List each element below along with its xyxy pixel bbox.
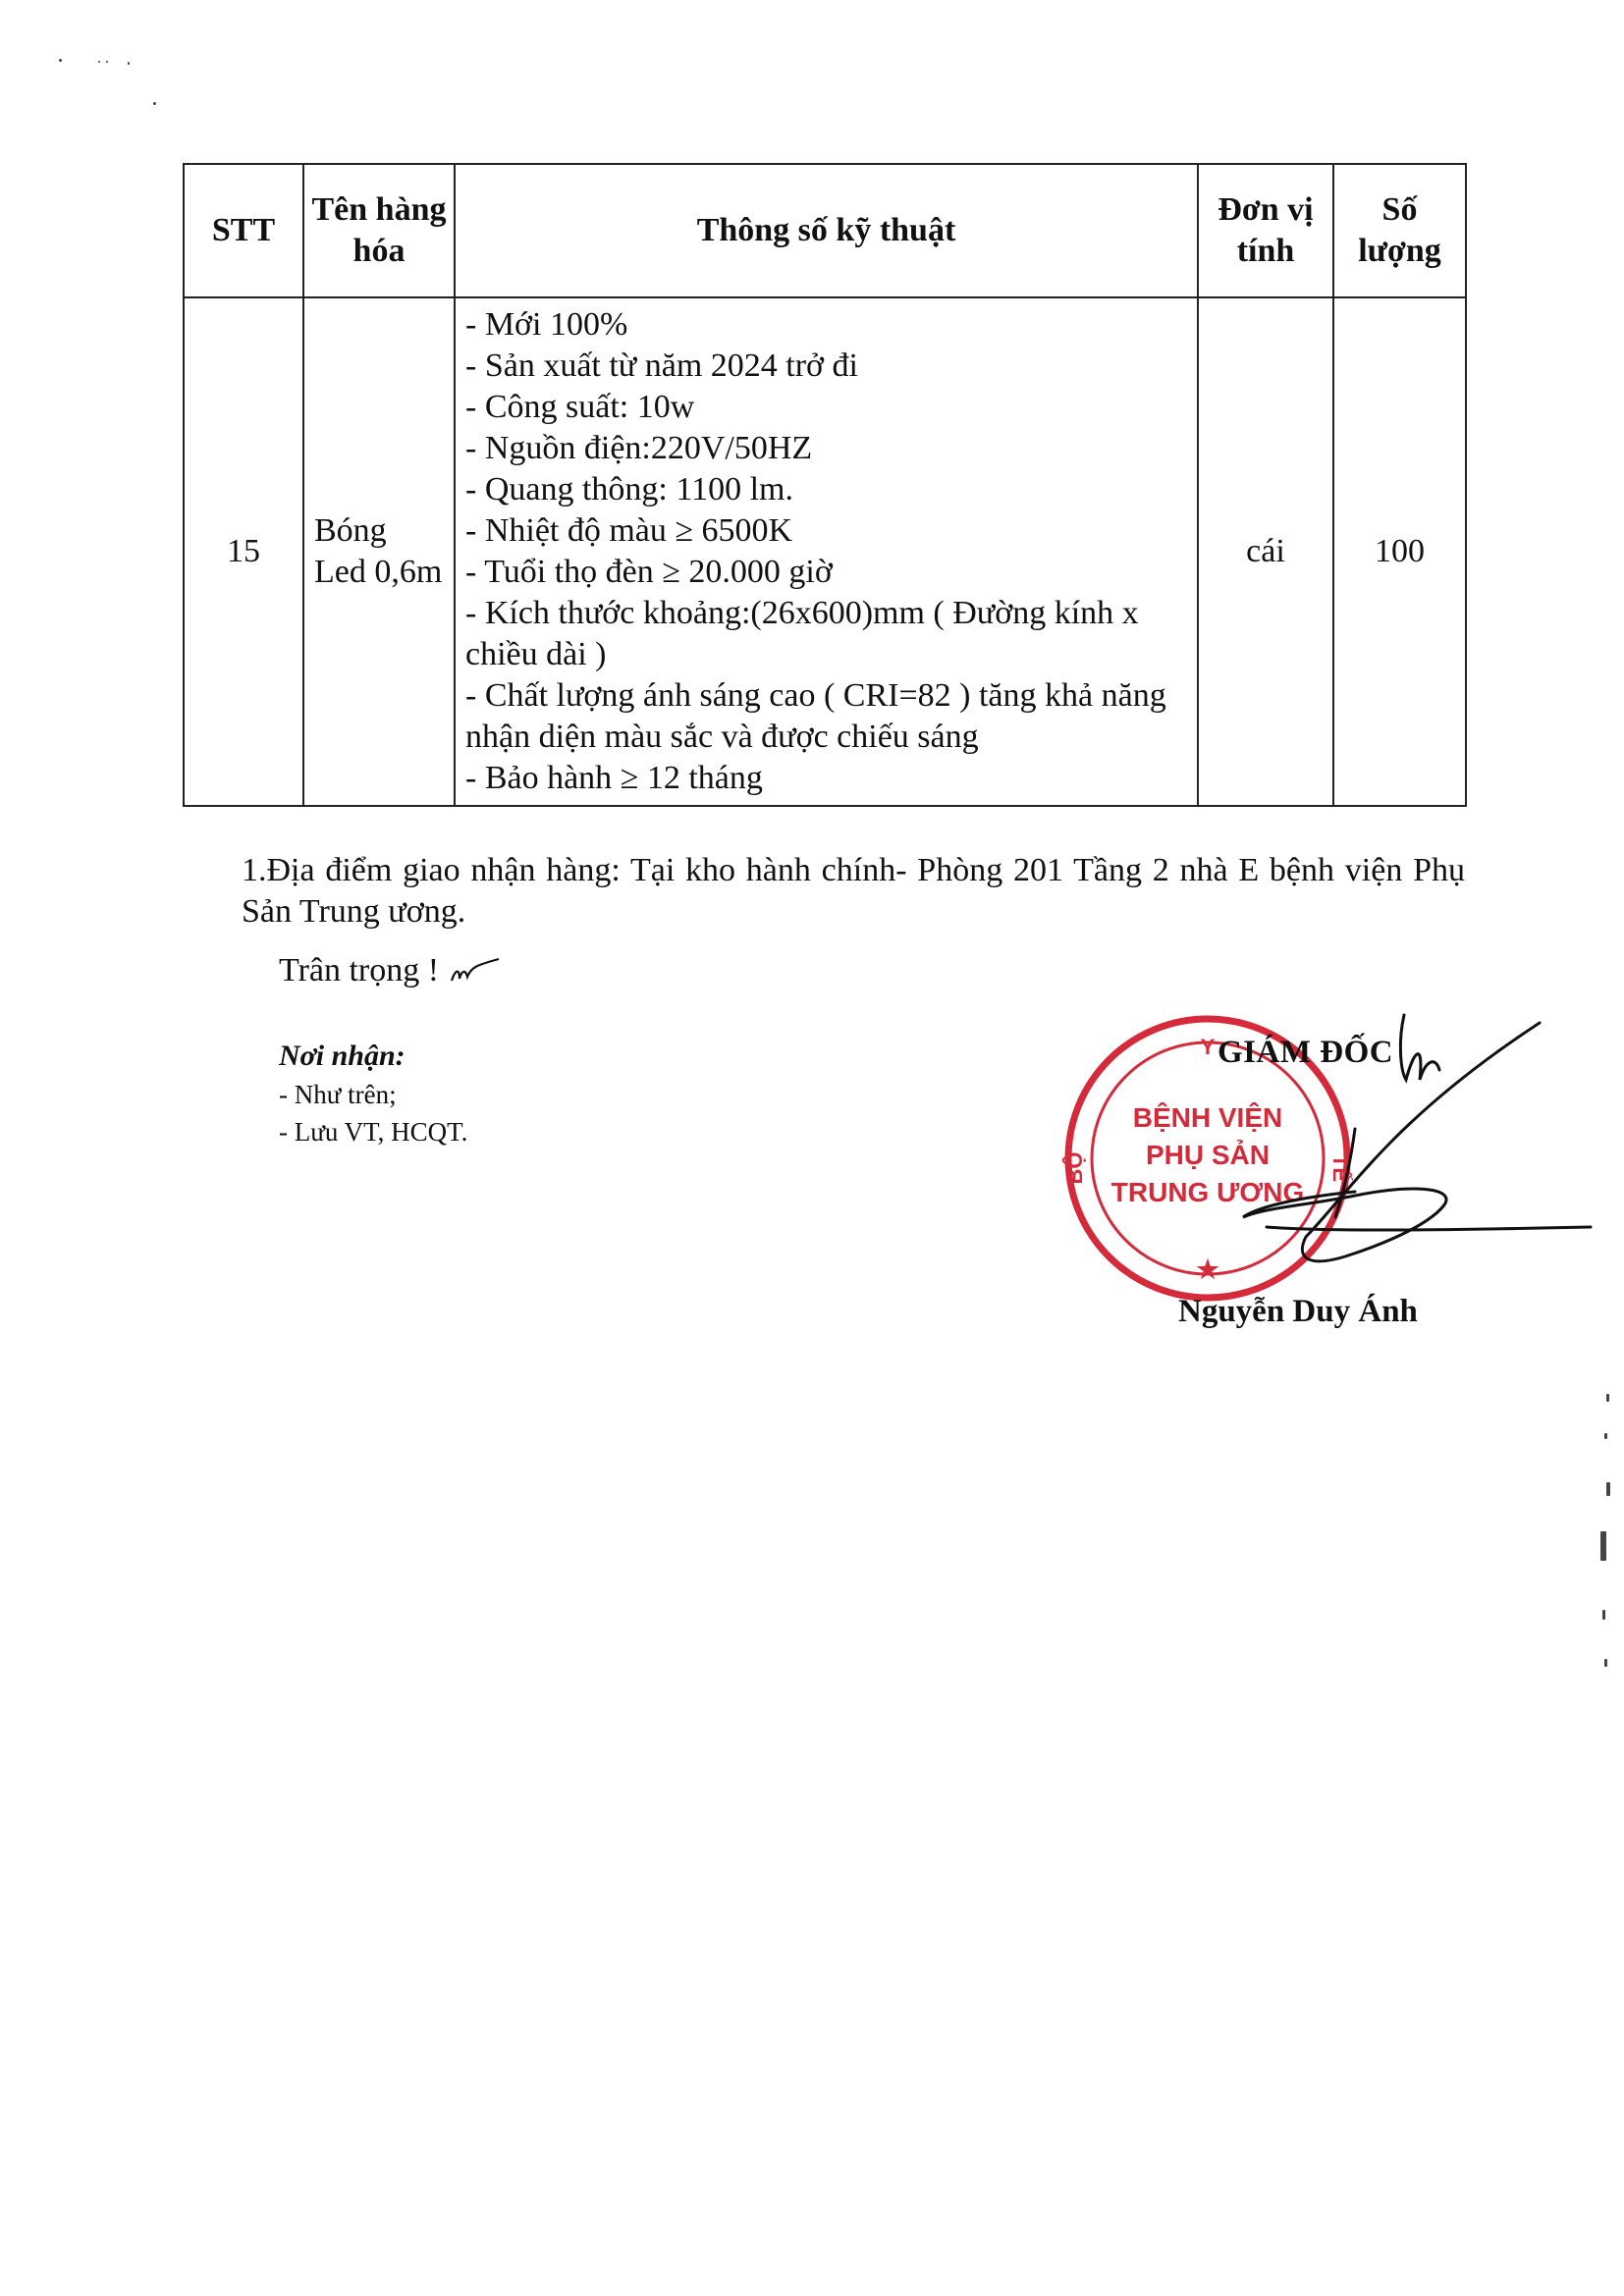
- spec-line: - Tuổi thọ đèn ≥ 20.000 giờ: [465, 554, 833, 590]
- svg-text:★: ★: [1196, 1255, 1219, 1284]
- signer-title: GIÁM ĐỐC: [1218, 1035, 1394, 1070]
- header-name: Tên hàng hóa: [303, 164, 455, 297]
- recipients-heading: Nơi nhận:: [279, 1040, 406, 1072]
- header-stt: STT: [184, 164, 303, 297]
- scan-speck: [1600, 1531, 1606, 1561]
- spec-line: - Sản xuất từ năm 2024 trở đi: [465, 347, 858, 384]
- svg-text:TRUNG ƯƠNG: TRUNG ƯƠNG: [1110, 1177, 1305, 1207]
- header-qty: Số lượng: [1333, 164, 1466, 297]
- initials-mark-icon: [448, 955, 503, 990]
- spec-line: - Công suất: 10w: [465, 389, 695, 425]
- scan-speck: [153, 102, 156, 105]
- cell-name: Bóng Led 0,6m: [303, 297, 455, 806]
- table-header-row: [184, 164, 1466, 297]
- recipients-block: [279, 1037, 467, 1150]
- cell-qty: 100: [1333, 297, 1466, 806]
- scan-speck: [59, 59, 62, 62]
- header-unit: Đơn vị tính: [1198, 164, 1333, 297]
- closing-line: [279, 950, 503, 991]
- svg-text:BỆNH VIỆN: BỆNH VIỆN: [1132, 1102, 1283, 1133]
- delivery-location: 1.Địa điểm giao nhận hàng: Tại kho hành chính- Phòng 201 Tầng 2 nhà E bệnh viện Phụ Sản Trung ương.: [242, 852, 1465, 930]
- table-row: [184, 297, 1466, 806]
- spec-line: - Mới 100%: [465, 306, 628, 343]
- scan-speck: [1604, 1433, 1607, 1439]
- scan-speck: [1604, 1659, 1607, 1667]
- signature-block: [1060, 1011, 1610, 1345]
- scan-speck: [98, 61, 100, 63]
- spec-line: - Quang thông: 1100 lm.: [465, 471, 793, 507]
- closing-text: Trân trọng !: [279, 952, 440, 988]
- scan-speck: [1602, 1610, 1605, 1620]
- cell-stt: 15: [184, 297, 303, 806]
- spec-line: - Kích thước khoảng:(26x600)mm ( Đường kính x chiều dài ): [465, 595, 1139, 672]
- spec-table: [183, 163, 1467, 807]
- spec-line: - Nguồn điện:220V/50HZ: [465, 430, 813, 466]
- scan-speck: [128, 62, 130, 65]
- svg-text:Y: Y: [1200, 1035, 1216, 1059]
- svg-text:BỘ: BỘ: [1062, 1151, 1087, 1185]
- scan-speck: [106, 61, 108, 63]
- recipient-item: - Lưu VT, HCQT.: [279, 1117, 468, 1147]
- cell-specs: [455, 297, 1198, 806]
- spec-line: - Bảo hành ≥ 12 tháng: [465, 760, 763, 796]
- recipient-item: - Như trên;: [279, 1080, 397, 1109]
- signer-name: Nguyễn Duy Ánh: [1178, 1294, 1418, 1329]
- svg-text:TẾ: TẾ: [1328, 1153, 1353, 1183]
- svg-text:PHỤ SẢN: PHỤ SẢN: [1145, 1140, 1271, 1170]
- spec-line: - Nhiệt độ màu ≥ 6500K: [465, 512, 793, 549]
- scan-speck: [1606, 1394, 1609, 1402]
- spec-line: - Chất lượng ánh sáng cao ( CRI=82 ) tăng khả năng nhận diện màu sắc và được chiếu sáng: [465, 677, 1166, 755]
- scan-speck: [1606, 1482, 1610, 1496]
- cell-unit: cái: [1198, 297, 1333, 806]
- header-spec: Thông số kỹ thuật: [455, 164, 1198, 297]
